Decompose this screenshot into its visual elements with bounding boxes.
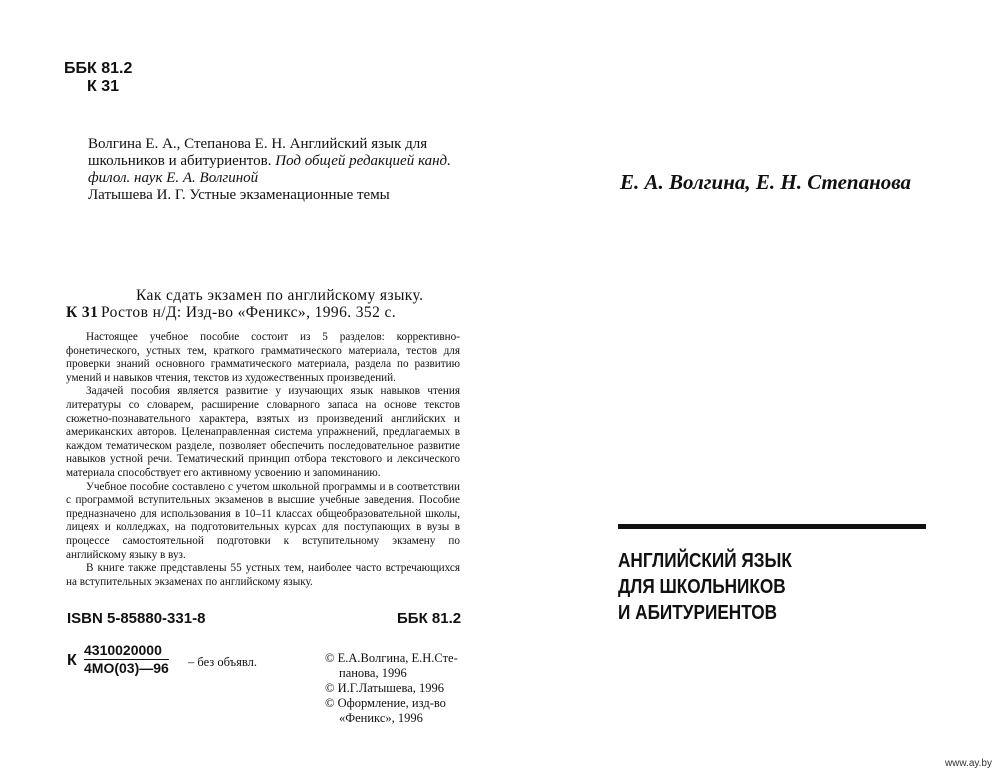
bibliographic-entry [88,136,451,204]
bbk-code-top: ББК 81.2 [64,60,133,77]
author-index-top: К 31 [87,78,120,95]
biblio-line: филол. наук Е. А. Волгиной [88,170,259,186]
abstract-paragraph: В книге также представлены 55 устных тем, наиболее часто встречающихся на вступительных экзаменах по английскому языку. [66,562,460,588]
catalog-index: К 31 [66,304,99,321]
copyright-block [325,651,458,726]
title-line: АНГЛИЙСКИЙ ЯЗЫК [618,550,792,572]
abstract-paragraph: Настоящее учебное пособие состоит из 5 разделов: коррективно-фонетического, устных тем, краткого грамматического материала, тестов для проверки знаний основного грамматического материала, раздела по развитию умений и навыков чтения, текстов из художественных произведений. [66,331,460,384]
copyright-line: «Феникс», 1996 [339,711,423,725]
biblio-line: Волгина Е. А., Степанова Е. Н. Английский язык для [88,136,428,152]
copyright-line: © Оформление, изд-во [325,696,446,710]
right-page [500,0,1000,775]
price-code-fraction [84,642,169,676]
copyright-line: панова, 1996 [339,666,407,680]
abstract-paragraph: Учебное пособие составлено с учетом школьной программы и в соответствии с программой вступительных экзаменов в высшие учебные заведения. Пособие предназначено для использования в 10–11 классах общеобразовательной школы, лицеях и колледжах, на подготовительных курсах для поступающих в вузы в процессе самостоятельной подготовки к вступительному экзамену по английскому языку в вуз. [66,480,460,561]
title-line: ДЛЯ ШКОЛЬНИКОВ [618,576,786,598]
catalog-imprint: Ростов н/Д: Изд-во «Феникс», 1996. 352 с. [101,304,397,321]
book-title [618,548,792,626]
title-line: И АБИТУРИЕНТОВ [618,602,778,624]
copyright-line: © Е.А.Волгина, Е.Н.Сте- [325,651,458,665]
biblio-line [88,153,451,170]
catalog-title: Как сдать экзамен по английскому языку. [136,287,424,304]
code-numerator: 4310020000 [84,642,169,660]
copyright-line: © И.Г.Латышева, 1996 [325,681,444,695]
abstract-paragraph: Задачей пособия является развитие у изучающих язык навыков чтения литературы со словарем, расширение словарного запаса на основе текстов сюжетно-познавательного характера, взятых из произведений английских и американских авторов. Целенаправленная система упражнений, предлагаемых в каждом тематическом разделе, позволяет обеспечить последовательное развитие навыков устной речи. Тематический принцип отбора текстового и лексического материала способствует его активному усвоению и запоминанию. [66,385,460,479]
biblio-line: Латышева И. Г. Устные экзаменационные темы [88,187,390,203]
code-denominator: 4МО(03)—96 [84,660,169,676]
biblio-line-part: Под общей редакцией канд. [275,153,451,169]
code-note: – без объявл. [188,655,257,669]
bbk-code-bottom: ББК 81.2 [397,610,462,627]
authors: Е. А. Волгина, Е. Н. Степанова [620,170,911,194]
code-letter: К [67,652,77,669]
biblio-line-part: школьников и абитуриентов. [88,153,272,169]
isbn: ISBN 5-85880-331-8 [67,610,206,627]
watermark: www.ay.by [944,758,992,769]
abstract [66,331,460,589]
title-rule [618,524,926,529]
